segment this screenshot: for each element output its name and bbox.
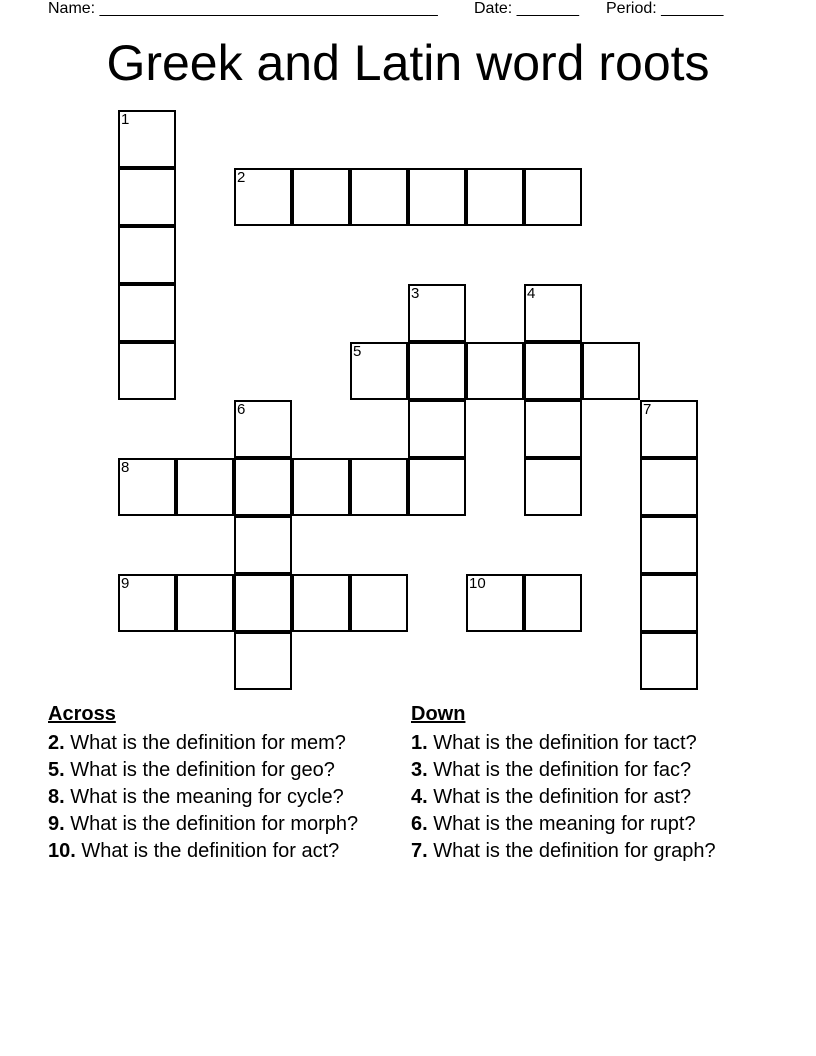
name-field-label: Name: ______________________________________ [48,0,438,17]
clue-number: 2 [237,169,246,186]
grid-cell[interactable] [234,168,292,226]
clue-item [48,840,388,862]
grid-cell[interactable] [350,574,408,632]
clue-item [411,840,771,862]
grid-cell[interactable] [118,342,176,400]
down-clues [411,702,771,867]
across-clues [48,702,388,867]
clue-number: 8 [121,459,130,476]
clue-text: What is the definition for morph? [64,813,359,835]
grid-cell[interactable] [234,516,292,574]
clue-number: 10. [48,840,76,862]
grid-cell[interactable] [234,574,292,632]
grid-cell[interactable] [234,632,292,690]
clue-text: What is the meaning for rupt? [427,813,696,835]
clue-number: 7 [643,401,652,418]
grid-cell[interactable] [408,400,466,458]
grid-cell[interactable] [292,168,350,226]
grid-cell[interactable] [292,458,350,516]
clue-item [411,813,771,835]
clue-number: 8. [48,786,65,808]
grid-cell[interactable] [640,632,698,690]
clue-number: 7. [411,840,428,862]
clue-text: What is the definition for graph? [427,840,716,862]
grid-cell[interactable] [350,168,408,226]
grid-cell[interactable] [466,574,524,632]
grid-cell[interactable] [176,574,234,632]
grid-cell[interactable] [408,342,466,400]
grid-cell[interactable] [408,458,466,516]
grid-cell[interactable] [524,284,582,342]
period-field-label: Period: _______ [606,0,724,17]
clue-item [48,786,388,808]
clue-item [48,813,388,835]
clue-item [48,759,388,781]
grid-cell[interactable] [408,284,466,342]
clue-text: What is the definition for fac? [427,759,692,781]
grid-cell[interactable] [640,516,698,574]
clue-number: 5 [353,343,362,360]
grid-cell[interactable] [118,458,176,516]
grid-cell[interactable] [350,458,408,516]
clue-number: 6. [411,813,428,835]
grid-cell[interactable] [524,400,582,458]
clue-text: What is the meaning for cycle? [64,786,344,808]
grid-cell[interactable] [118,168,176,226]
grid-cell[interactable] [118,284,176,342]
grid-cell[interactable] [408,168,466,226]
clue-item [411,759,771,781]
grid-cell[interactable] [582,342,640,400]
grid-cell[interactable] [524,574,582,632]
clue-text: What is the definition for act? [75,840,340,862]
grid-cell[interactable] [466,342,524,400]
clue-item [411,732,771,754]
grid-cell[interactable] [118,574,176,632]
clue-number: 9. [48,813,65,835]
clue-item [48,732,388,754]
clue-number: 5. [48,759,65,781]
clue-text: What is the definition for geo? [64,759,335,781]
grid-cell[interactable] [640,458,698,516]
grid-cell[interactable] [118,226,176,284]
down-heading: Down [411,703,466,725]
grid-cell[interactable] [234,400,292,458]
clue-number: 1 [121,111,130,128]
clue-number: 1. [411,732,428,754]
clue-number: 3 [411,285,420,302]
clue-number: 4 [527,285,536,302]
worksheet-header [48,0,768,20]
grid-cell[interactable] [292,574,350,632]
across-heading: Across [48,703,116,725]
down-clue-list [411,732,771,862]
grid-cell[interactable] [350,342,408,400]
grid-cell[interactable] [466,168,524,226]
grid-cell[interactable] [640,574,698,632]
clue-number: 3. [411,759,428,781]
clue-item [411,786,771,808]
clue-number: 6 [237,401,246,418]
clue-number: 9 [121,575,130,592]
across-clue-list [48,732,388,862]
date-field-label: Date: _______ [474,0,579,17]
page-title: Greek and Latin word roots [106,35,710,91]
clue-number: 4. [411,786,428,808]
clue-text: What is the definition for ast? [427,786,692,808]
grid-cell[interactable] [176,458,234,516]
clue-text: What is the definition for tact? [427,732,697,754]
grid-cell[interactable] [524,342,582,400]
grid-cell[interactable] [118,110,176,168]
grid-cell[interactable] [524,458,582,516]
grid-cell[interactable] [234,458,292,516]
clue-number: 2. [48,732,65,754]
clue-text: What is the definition for mem? [64,732,346,754]
clue-number: 10 [469,575,486,592]
grid-cell[interactable] [640,400,698,458]
grid-cell[interactable] [524,168,582,226]
